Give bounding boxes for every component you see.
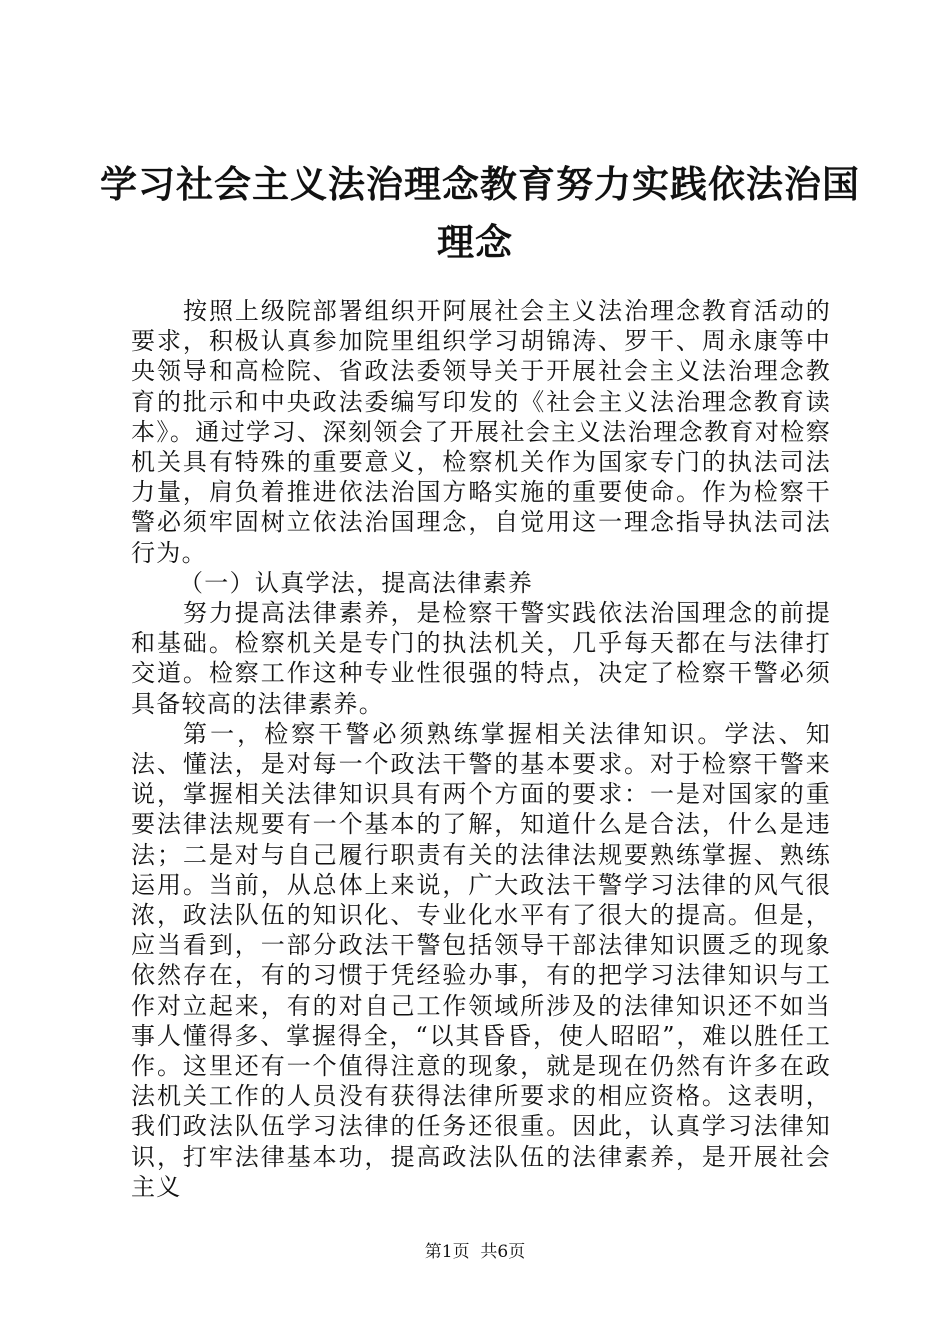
page-footer: 第1页 共6页 <box>424 1242 526 1262</box>
document-body <box>131 296 831 1202</box>
paragraph-first-point: 第一，检察干警必须熟练掌握相关法律知识。学法、知法、懂法，是对每一个政法干警的基本要求。对于检察干警来说，掌握相关法律知识具有两个方面的要求：一是对国家的重要法律法规要有一个基本的了解，知道什么是合法，什么是违法；二是对与自己履行职责有关的法律法规要熟练掌握、熟练运用。当前，从总体上来说，广大政法干警学习法律的风气很浓，政法队伍的知识化、专业化水平有了很大的提高。但是，应当看到，一部分政法干警包括领导干部法律知识匮乏的现象依然存在，有的习惯于凭经验办事，有的把学习法律知识与工作对立起来，有的对自己工作领域所涉及的法律知识还不如当事人懂得多、掌握得全，“以其昏昏，使人昭昭”，难以胜任工作。这里还有一个值得注意的现象，就是现在仍然有许多在政法机关工作的人员没有获得法律所要求的相应资格。这表明，我们政法队伍学习法律的任务还很重。因此，认真学习法律知识，打牢法律基本功，提高政法队伍的法律素养，是开展社会主义 <box>131 719 831 1201</box>
paragraph-intro: 按照上级院部署组织开阿展社会主义法治理念教育活动的要求，积极认真参加院里组织学习胡锦涛、罗干、周永康等中央领导和高检院、省政法委领导关于开展社会主义法治理念教育的批示和中央政法委编写印发的《社会主义法治理念教育读本》。通过学习、深刻领会了开展社会主义法治理念教育对检察机关具有特殊的重要意义，检察机关作为国家专门的执法司法力量，肩负着推进依法治国方略实施的重要使命。作为检察干警必须牢固树立依法治国理念，自觉用这一理念指导执法司法行为。 <box>131 297 831 567</box>
paragraph-legal-literacy: 努力提高法律素养，是检察干警实践依法治国理念的前提和基础。检察机关是专门的执法机关，几乎每天都在与法律打交道。检察工作这种专业性很强的特点，决定了检察干警必须具备较高的法律素养。 <box>131 599 831 718</box>
section-heading: （一）认真学法，提高法律素养 <box>179 568 534 597</box>
document-title-line2: 理念 <box>437 221 513 264</box>
document-title-line1: 学习社会主义法治理念教育努力实践依法治国 <box>100 163 860 206</box>
